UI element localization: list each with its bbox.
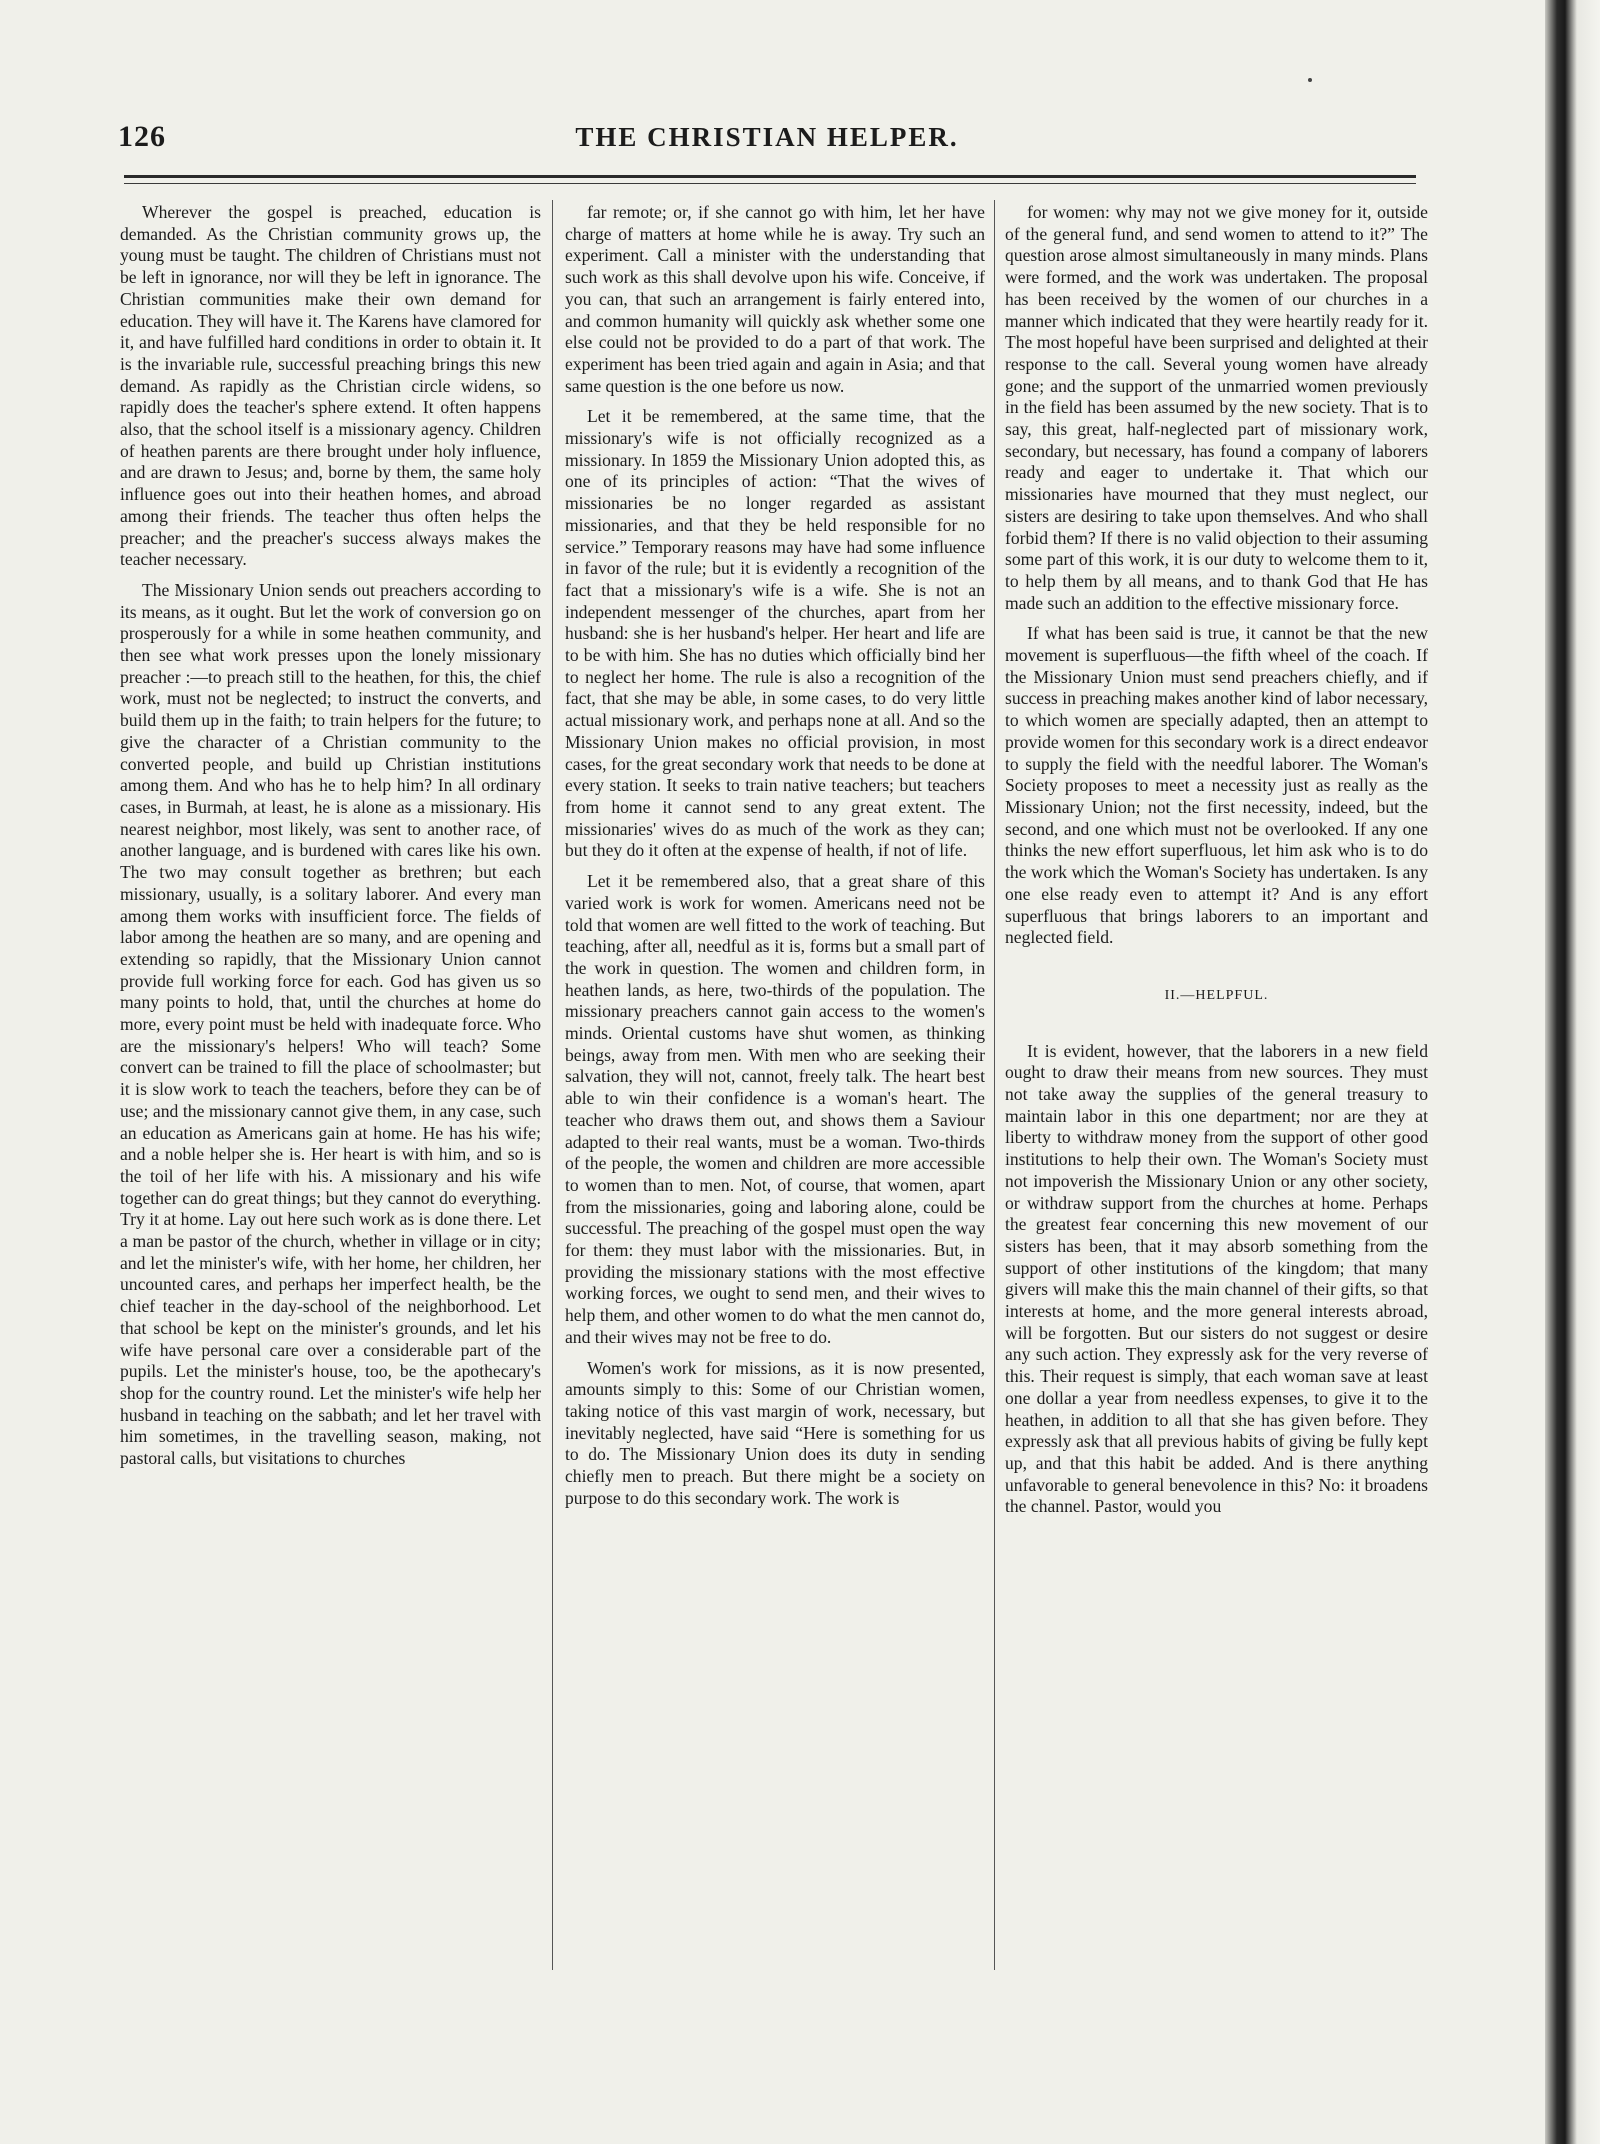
header-rule-thin xyxy=(124,183,1416,184)
section-heading: II.—HELPFUL. xyxy=(1164,987,1269,1003)
text-column-2 xyxy=(565,202,985,1967)
paragraph: The Missionary Union sends out preachers according to its means, as it ought. But let the work of conversion go on prosperously for a while in some heathen community, and then see what work presses upon the lonely missionary preacher :—to preach still to the heathen, for this, the chief work, must not be neglected; to instruct the converts, and build them up in the faith; to train helpers for the future; to give the character of a Christian community to the converted people, and build up Christian institutions among them. And who has he to help him? In all ordinary cases, in Burmah, at least, he is alone as a missionary. His nearest neighbor, most likely, was sent to another race, of another language, and is burdened with cares like his own. The two may consult together as brethren; but each missionary, usually, is a solitary laborer. And every man among them works with insufficient force. The fields of labor among the heathen are so many, and are opening and extending so rapidly, that the Missionary Union cannot provide full working force for each. God has given us so many points to hold, that, until the churches at home do more, every point must be held with inadequate force. Who are the missionary's helpers! Who will teach? Some convert can be trained to fill the place of schoolmaster; but it is slow work to teach the teachers, before they can be of use; and the missionary cannot give them, in any case, such an education as Americans gain at home. He has his wife; and a noble helper she is. Her heart is with him, and so is the toil of her life with his. A missionary and his wife together can do great things; but they cannot do everything. Try it at home. Lay out here such work as is done there. Let a man be pastor of the church, whether in village or in city; and let the minister's wife, with her home, her children, her uncounted cares, and perhaps her imperfect health, be the chief teacher in the day-school of the neighborhood. Let that school be kept on the minister's grounds, and let his wife have personal care over a considerable part of the pupils. Let the minister's house, too, be the apothecary's shop for the country round. Let the minister's wife help her husband in teaching on the sabbath; and let her travel with him sometimes, in the travelling season, making, not pastoral calls, but visitations to churches xyxy=(120,579,541,1469)
header-rule-thick xyxy=(124,175,1416,178)
page-header xyxy=(118,120,1416,160)
paragraph: It is evident, however, that the laborers in a new field ought to draw their means from new sources. They must not take away the supplies of the general treasury to maintain labor in this one department; nor are they at liberty to withdraw money from the support of other good institutions to help their own. The Woman's Society must not impoverish the Missionary Union or any other society, or withdraw support from the churches at home. Perhaps the greatest fear concerning this new movement of our sisters has been, that it may absorb something from the support of other institutions of the kingdom; that many givers will make this the main channel of their gifts, so that interests at home, and the more general interests abroad, will be forgotten. But our sisters do not suggest or desire any such action. They expressly ask for the very reverse of this. Their request is simply, that each woman save at least one dollar a year from needless expenses, to give it to the heathen, in addition to all that she has given before. They expressly ask that all previous habits of giving be fully kept up, and that this habit be added. And is there anything unfavorable to general benevolence in this? No: it broadens the channel. Pastor, would you xyxy=(1005,1040,1428,1517)
paragraph: for women: why may not we give money for it, outside of the general fund, and send women to attend to it?” The question arose almost simultaneously in many minds. Plans were formed, and the work was undertaken. The proposal has been received by the women of our churches in a manner which indicated that they were heartily ready for it. The most hopeful have been surprised and delighted at their response to the call. Several young women have already gone; and the support of the unmarried women previously in the field has been assumed by the new society. That is to say, this great, half-neglected part of missionary work, secondary, but necessary, has found a company of laborers ready and eager to undertake it. That which our missionaries have mourned that they must neglect, our sisters are desiring to take upon themselves. And who shall forbid them? If there is no valid objection to their assuming some part of this work, it is our duty to welcome them to it, to help them by all means, and to thank God that He has made such an addition to the effective missionary force. xyxy=(1005,202,1428,613)
page-edge-shadow xyxy=(1545,0,1600,2144)
column-divider-1 xyxy=(552,200,553,1970)
paragraph: Let it be remembered, at the same time, that the missionary's wife is not officially recognized as a missionary. In 1859 the Missionary Union adopted this, as one of its principles of action: “That the wives of missionaries be no longer regarded as assistant missionaries, and that they be held responsible for no service.” Temporary reasons may have had some influence in favor of the rule; but it is evidently a recognition of the fact that a missionary's wife is a wife. She is not an independent messenger of the churches, apart from her husband: she is her husband's helper. Her heart and life are to be with him. She has no duties which officially bind her to neglect her home. The rule is also a recognition of the fact, that she may be able, in some cases, to do very little actual missionary work, and perhaps none at all. And so the Missionary Union makes no official provision, in most cases, for the great secondary work that needs to be done at every station. It seeks to train native teachers; but teachers from home it cannot send to any great extent. The missionaries' wives do as much of the work as they can; but they do it often at the expense of health, if not of life. xyxy=(565,406,985,861)
paragraph: Let it be remembered also, that a great share of this varied work is work for women. Americans need not be told that women are well fitted to the work of teaching. But teaching, after all, needful as it is, forms but a small part of the work in question. The women and children form, in heathen lands, as here, two-thirds of the population. The missionary preachers cannot gain access to the women's minds. Oriental customs have shut women, as thinking beings, away from men. With men who are seeking their salvation, they will not, cannot, freely talk. The heart best able to win their confidence is a woman's heart. The teacher who draws them out, and shows them a Saviour adapted to their real wants, must be a woman. Two-thirds of the people, the women and children are more accessible to women than to men. Not, of course, that women, apart from the missionaries, going and laboring alone, could be successful. The preaching of the gospel must open the way for them: they must labor with the missionaries. But, in providing the missionary stations with the most effective working forces, we ought to send men, and their wives to help them, and other women to do what the men cannot do, and their wives may not be free to do. xyxy=(565,871,985,1347)
column-divider-2 xyxy=(994,200,995,1970)
paragraph: Wherever the gospel is preached, education is demanded. As the Christian community grows up, the young must be taught. The children of Christians must not be left in ignorance, nor will they be left in ignorance. The Christian communities make their own demand for education. They will have it. The Karens have clamored for it, and have fulfilled hard conditions in order to obtain it. It is the invariable rule, successful preaching brings this new demand. As rapidly as the Christian circle widens, so rapidly does the teacher's sphere extend. It often happens also, that the school itself is a missionary agency. Children of heathen parents are there brought under holy influence, and are drawn to Jesus; and, borne by them, the same holy influence goes out into their heathen homes, and abroad among their friends. The teacher thus often helps the preacher; and the preacher's success always makes the teacher necessary. xyxy=(120,202,541,570)
ink-speck xyxy=(1308,78,1312,82)
paragraph: far remote; or, if she cannot go with him, let her have charge of matters at home while he is away. Try such an experiment. Call a minister with the understanding that such work as this shall devolve upon his wife. Conceive, if you can, that such an arrangement is fairly entered into, and common humanity will quickly ask whether some one else could not be provided to do a part of that work. The experiment has been tried again and again in Asia; and that same question is the one before us now. xyxy=(565,202,985,396)
running-head-title: THE CHRISTIAN HELPER. xyxy=(575,122,959,152)
paragraph: If what has been said is true, it cannot be that the new movement is superfluous—the fifth wheel of the coach. If the Missionary Union must send preachers chiefly, and if success in preaching makes another kind of labor necessary, to which women are specially adapted, then an attempt to provide women for this secondary work is a direct endeavor to supply the field with the needful laborer. The Woman's Society proposes to meet a necessity just as really as the Missionary Union; not the first necessity, indeed, but the second, and one which must not be overlooked. If any one thinks the new effort superfluous, let him ask who is to do the work which the Woman's Society has undertaken. Is any one else ready even to attempt it? And is any effort superfluous that brings laborers to an important and neglected field. xyxy=(1005,623,1428,948)
text-column-3 xyxy=(1005,202,1428,1967)
paragraph: Women's work for missions, as it is now presented, amounts simply to this: Some of our Christian women, taking notice of this vast margin of work, necessary, but inevitably neglected, have said “Here is something for us to do. The Missionary Union does its duty in sending chiefly men to preach. But there might be a society on purpose to do this secondary work. The work is xyxy=(565,1357,985,1508)
page-number: 126 xyxy=(118,120,166,153)
text-column-1 xyxy=(120,202,541,1967)
